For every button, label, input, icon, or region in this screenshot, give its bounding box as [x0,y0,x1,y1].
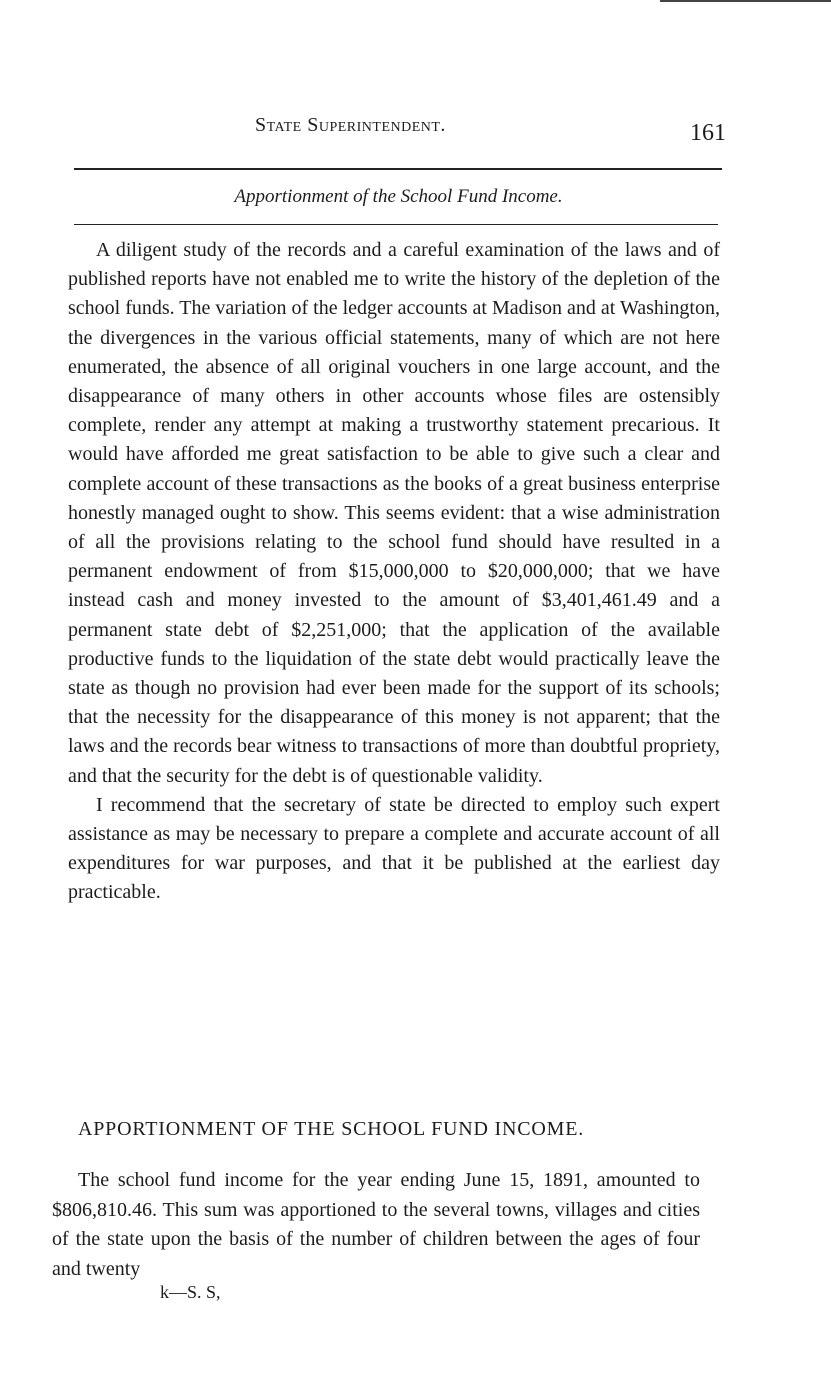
paragraph-fund-income: The school fund income for the year ending June 15, 1891, amounted to $806,810.46. This sum was apportioned to the several towns, villages and cities of the state upon the basis of the number of children between the ages of four and twenty [52,1169,700,1280]
paragraph-recommendation: I recommend that the secretary of state be directed to employ such expert assistance as may be necessary to prepare a complete and accurate account of all expenditures for war purposes, and that it be published at the earliest day practicable. [68,793,720,904]
section-body [52,1166,700,1284]
page-number: 161 [690,120,726,146]
running-head [0,114,831,144]
section-heading: APPORTIONMENT OF THE SCHOOL FUND INCOME. [78,1118,585,1140]
running-title: State Superintendent. [255,114,446,136]
page-edge-line [660,0,831,2]
body-text [68,236,720,908]
bottom-rule [74,224,718,225]
top-rule [74,168,722,170]
paragraph-depletion-history: A diligent study of the records and a careful examination of the laws and of published reports have not enabled me to write the history of the depletion of the school funds. The variation of the ledger accounts at Madison and at Washington, the divergences in the various official statements, many of which are not here enumerated, the absence of all original vouchers in one large account, and the disappearance of many others in other accounts whose files are ostensibly complete, render any attempt at making a trustworthy statement precarious. It would have afforded me great satisfaction to be able to give such a clear and complete account of these transactions as the books of a great business enterprise honestly managed ought to show. This seems evident: that a wise administration of all the provisions relating to the school fund should have resulted in a permanent endowment of from $15,000,000 to $20,000,000; that we have instead cash and money invested to the amount of $3,401,461.49 and a permanent state debt of $2,251,000; that the application of the available productive funds to the liquidation of the state debt would practically leave the state as though no provision had ever been made for the support of its schools; that the necessity for the disappearance of this money is not apparent; that the laws and the records bear witness to transactions of more than doubtful propriety, and that the security for the debt is of questionable validity. [68,239,720,787]
subhead: Apportionment of the School Fund Income. [234,186,563,207]
signature-mark: k—S. S, [160,1282,221,1302]
